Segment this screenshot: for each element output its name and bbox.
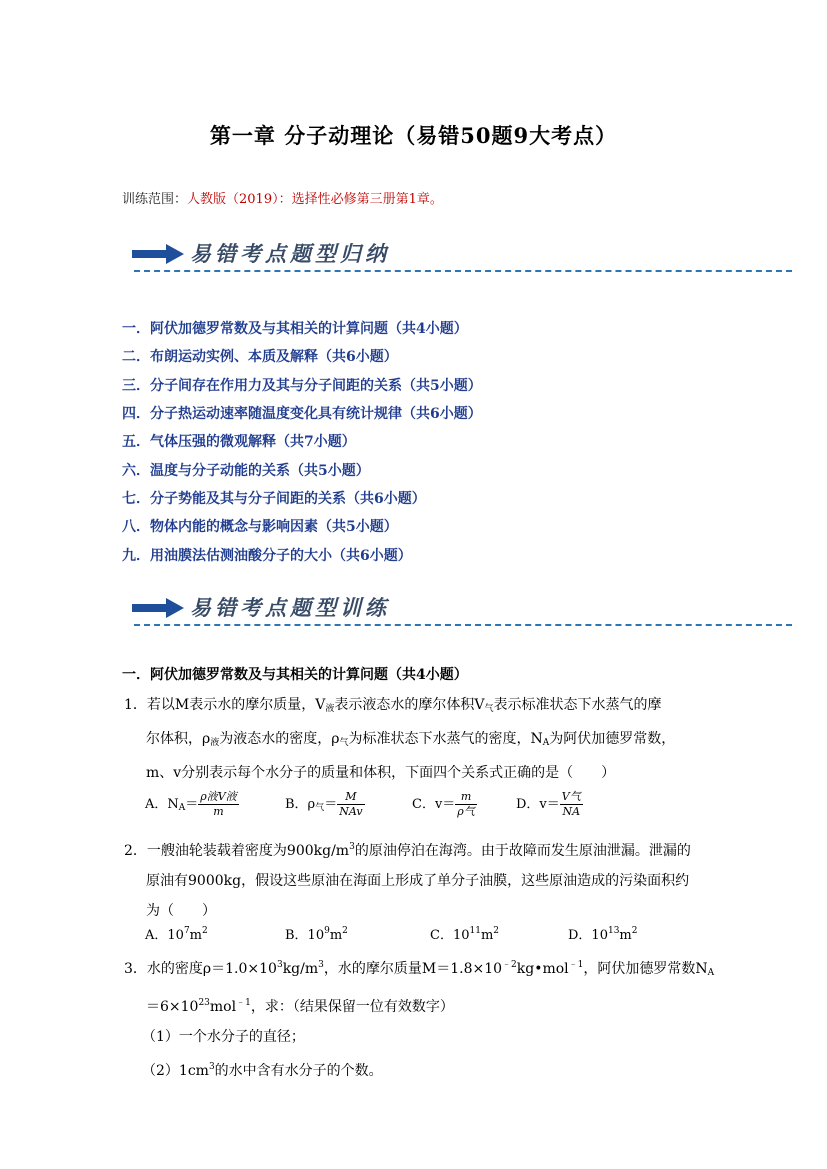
question-2 (124, 832, 724, 926)
banner-training (128, 590, 792, 630)
question-1-line-3: m、v分别表示每个水分子的质量和体积，下面四个关系式正确的是（ ） (146, 765, 616, 781)
q1-option-a[interactable]: A．$N_A=$ $\frac{\text{ρ液V液}}{m}$ (145, 790, 237, 818)
training-scope-label: 训练范围： (122, 192, 188, 207)
training-scope-value: 人教版（2019）：选择性必修第三册第1章。 (187, 192, 443, 207)
banner-summary-text: 易错考点题型归纳 (190, 241, 390, 266)
q2-option-c[interactable]: C．$10^{11}m^2$ (430, 926, 500, 943)
banner-summary (128, 236, 792, 276)
question-1-line-2: 尔体积，$\rho_液$为液态水的密度，$\rho_气$为标准状态下水蒸气的密度，$N_A$为阿伏加德罗常数， (146, 731, 676, 748)
question-3-line-2: $=6\times 10^{23}mol^{﹣1}$，求：（结果保留一位有效数字） (146, 998, 454, 1015)
topic-item-3[interactable]: 三．分子间存在作用力及其与分子间距的关系（共5小题） (122, 378, 482, 394)
banner-divider (134, 624, 792, 626)
question-3-part-1: （1）一个水分子的直径； (142, 1029, 305, 1045)
topic-item-9[interactable]: 九．用油膜法估测油酸分子的大小（共6小题） (122, 548, 412, 564)
question-1-line-1: 1．若以M表示水的摩尔质量，$V_液$表示液态水的摩尔体积$V_气$表示标准状态下水蒸气的摩 (124, 697, 662, 714)
topic-item-5[interactable]: 五．气体压强的微观解释（共7小题） (122, 434, 356, 450)
question-3-line-1: 3．水的密度$\rho=1.0\times 10^3kg/m^3$，水的摩尔质量$M=1.8\times 10^{﹣2}kg•mol^{﹣1}$，阿伏加德罗常数$N_A$ (124, 960, 715, 978)
page-title: 第一章 分子动理论（易错50题9大考点） (209, 123, 618, 148)
right-arrow-icon (132, 244, 184, 264)
q1-option-b[interactable]: B．$\rho_气=$ $\frac{M}{\text{NAv}}$ (285, 790, 363, 818)
topic-item-2[interactable]: 二．布朗运动实例、本质及解释（共6小题） (122, 349, 398, 365)
q1-option-c[interactable]: C．v＝ $\frac{m}{\text{ρ气}}$ (412, 790, 475, 818)
q1-option-d[interactable]: D．v＝ $\frac{\text{V气}}{NA}$ (516, 790, 581, 818)
section-heading: 一．阿伏加德罗常数及与其相关的计算问题（共4小题） (122, 667, 468, 683)
topic-item-6[interactable]: 六．温度与分子动能的关系（共5小题） (122, 463, 370, 479)
topic-item-7[interactable]: 七．分子势能及其与分子间距的关系（共6小题） (122, 491, 426, 507)
question-3 (124, 950, 724, 1086)
banner-divider (134, 270, 792, 272)
topic-item-8[interactable]: 八．物体内能的概念与影响因素（共5小题） (122, 519, 398, 535)
right-arrow-icon (132, 598, 184, 618)
q2-option-a[interactable]: A．$10^7m^2$ (145, 926, 208, 943)
training-scope (122, 188, 443, 207)
banner-training-text: 易错考点题型训练 (190, 595, 390, 620)
topic-item-1[interactable]: 一．阿伏加德罗常数及与其相关的计算问题（共4小题） (122, 321, 468, 337)
question-2-line-3: 为（ ） (146, 903, 216, 919)
question-2-line-1: 2．一艘油轮装载着密度为$900kg/m^3$的原油停泊在海湾。由于故障而发生原油泄漏。泄漏的 (124, 842, 691, 859)
question-1 (124, 690, 724, 788)
topic-item-4[interactable]: 四．分子热运动速率随温度变化具有统计规律（共6小题） (122, 406, 482, 422)
question-2-line-2: 原油有9000kg，假设这些原油在海面上形成了单分子油膜，这些原油造成的污染面积约 (146, 873, 690, 889)
q2-option-d[interactable]: D．$10^{13}m^2$ (568, 926, 638, 943)
q2-option-b[interactable]: B．$10^9m^2$ (285, 926, 348, 943)
question-3-part-2: $(2)1cm^3$的水中含有水分子的个数。 (142, 1062, 383, 1079)
